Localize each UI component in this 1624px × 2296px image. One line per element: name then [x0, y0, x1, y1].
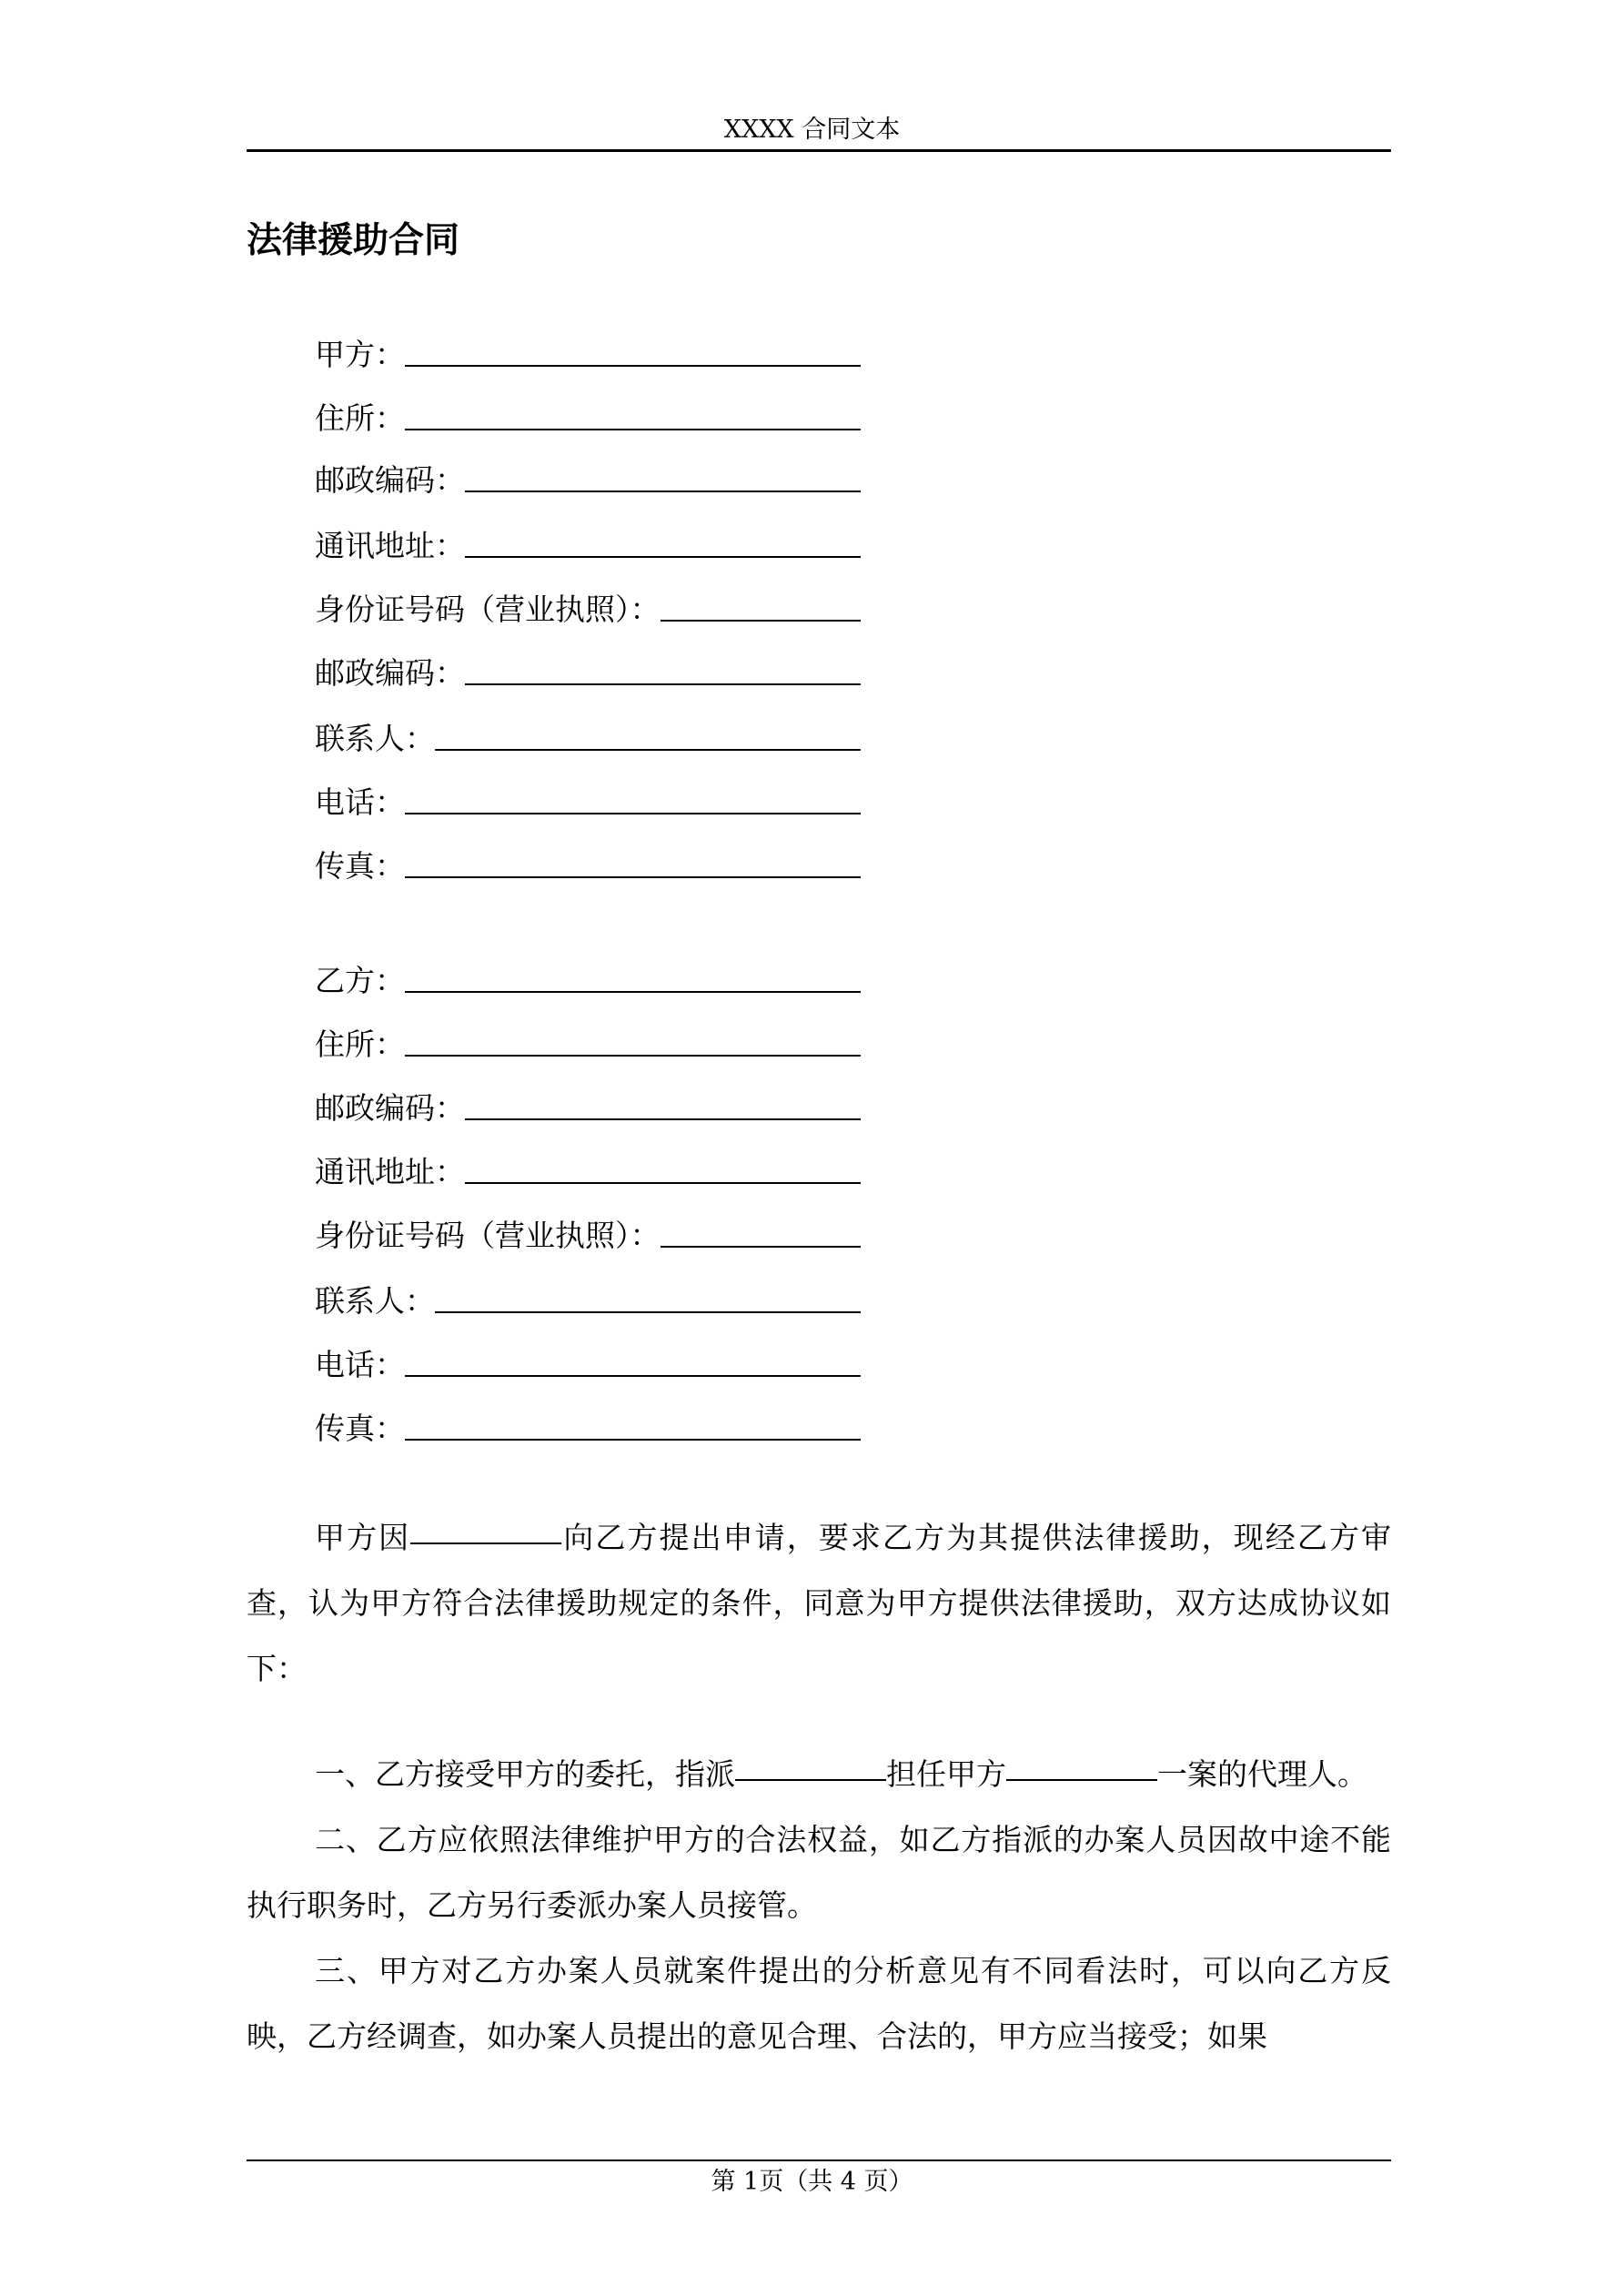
fill-in-line — [405, 365, 861, 367]
party-b-mailing-address-field — [315, 1154, 861, 1190]
field-label: 邮政编码： — [315, 655, 465, 691]
fill-in-line — [405, 991, 861, 993]
field-label: 通讯地址： — [315, 528, 465, 563]
page-header: XXXX 合同文本 — [723, 116, 901, 144]
fill-in-line — [405, 429, 861, 430]
fill-in-line — [405, 1375, 861, 1377]
fill-in-line — [405, 813, 861, 814]
footer-divider — [247, 2159, 1391, 2161]
party-a-address-field — [315, 400, 861, 437]
field-label: 身份证号码（营业执照）： — [315, 592, 661, 627]
party-a-fax-field — [315, 848, 861, 885]
field-label: 联系人： — [315, 721, 435, 756]
fill-in-line — [405, 1439, 861, 1441]
header-divider — [247, 149, 1391, 152]
party-a-id-number-field — [315, 592, 861, 628]
field-label: 传真： — [315, 848, 405, 884]
party-b-postcode-field — [315, 1090, 861, 1127]
document-title: 法律援助合同 — [247, 219, 460, 261]
fill-in-blank — [1006, 1779, 1157, 1781]
intro-text-b: 向乙方提出申请，要求乙方为其提供法律援助，现经乙方审查，认为甲方符合法律援助规定的条件，同意为甲方提供法律援助，双方达成协议如下： — [247, 1520, 1392, 1686]
party-a-postcode-field — [315, 462, 861, 499]
field-label: 身份证号码（营业执照）： — [315, 1218, 661, 1253]
field-label: 住所： — [315, 1027, 405, 1062]
fill-in-line — [661, 1246, 862, 1248]
clause-1-text-a: 一、乙方接受甲方的委托，指派 — [315, 1756, 735, 1792]
field-label: 传真： — [315, 1411, 405, 1446]
party-b-id-number-field — [315, 1218, 861, 1254]
fill-in-line — [465, 683, 861, 685]
clause-1-text-c: 一案的代理人。 — [1157, 1756, 1367, 1792]
clause-3: 三、甲方对乙方办案人员就案件提出的分析意见有不同看法时，可以向乙方反映，乙方经调查，如办案人员提出的意见合理、合法的，甲方应当接受；如果 — [247, 1953, 1391, 2054]
fill-in-line — [465, 1118, 861, 1120]
fill-in-line — [405, 876, 861, 878]
field-label: 乙方： — [315, 963, 405, 998]
party-b-name-field — [315, 963, 861, 999]
fill-in-line — [435, 749, 861, 751]
fill-in-line — [405, 1055, 861, 1057]
party-b-fax-field — [315, 1411, 861, 1447]
intro-paragraph — [247, 1505, 1391, 1702]
party-a-name-field — [315, 337, 861, 373]
party-b-contact-field — [315, 1283, 861, 1320]
field-label: 邮政编码： — [315, 1090, 465, 1126]
field-label: 电话： — [315, 1347, 405, 1382]
party-a-contact-field — [315, 721, 861, 757]
party-a-mailing-address-field — [315, 528, 861, 564]
party-b-address-field — [315, 1027, 861, 1063]
field-label: 通讯地址： — [315, 1154, 465, 1189]
field-label: 电话： — [315, 784, 405, 820]
page-number: 第 1页（共 4 页） — [711, 2168, 913, 2196]
fill-in-line — [661, 620, 862, 622]
fill-in-line — [465, 556, 861, 558]
clause-2: 二、乙方应依照法律维护甲方的合法权益，如乙方指派的办案人员因故中途不能执行职务时，乙方另行委派办案人员接管。 — [247, 1822, 1391, 1923]
field-label: 邮政编码： — [315, 462, 465, 498]
field-label: 甲方： — [315, 337, 405, 372]
fill-in-line — [435, 1311, 861, 1313]
clause-1 — [247, 1742, 1391, 1807]
clause-1-text-b: 担任甲方 — [886, 1756, 1006, 1792]
party-a-phone-field — [315, 784, 861, 821]
intro-text-a: 甲方因 — [315, 1520, 411, 1555]
field-label: 联系人： — [315, 1283, 435, 1319]
party-a-postcode-field-2 — [315, 655, 861, 692]
fill-in-blank — [735, 1779, 886, 1781]
fill-in-line — [465, 1182, 861, 1184]
party-b-phone-field — [315, 1347, 861, 1383]
field-label: 住所： — [315, 400, 405, 436]
fill-in-blank — [410, 1542, 561, 1544]
fill-in-line — [465, 491, 861, 492]
